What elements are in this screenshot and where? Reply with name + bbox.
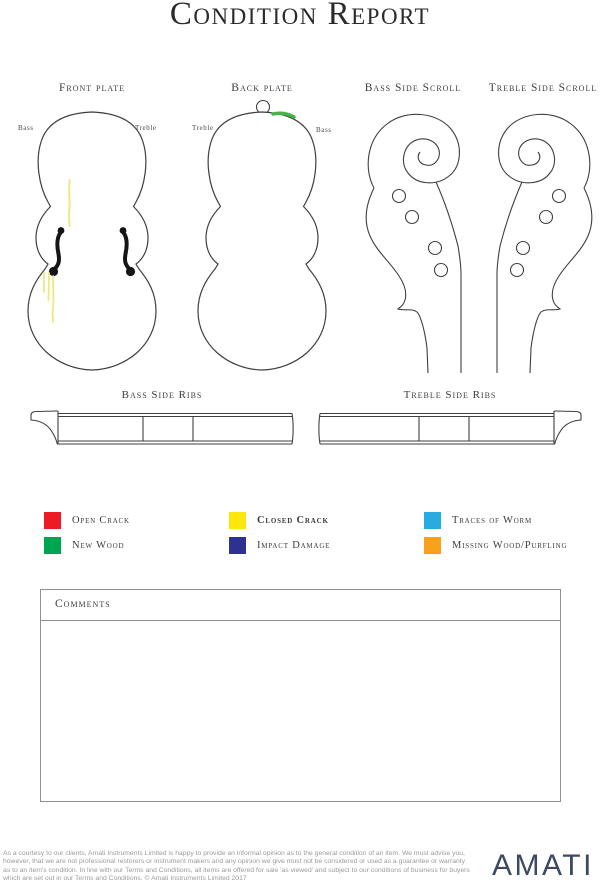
closed-crack-mark <box>49 273 50 300</box>
legend-item-label: Closed Crack <box>257 515 329 526</box>
missing-wood-swatch <box>424 537 441 554</box>
bass-scroll-diagram <box>354 108 469 373</box>
treble-scroll-drawing <box>489 108 600 373</box>
legend-item-missing-wood <box>424 537 574 554</box>
treble-scroll-diagram <box>489 108 600 373</box>
comments-input-area[interactable] <box>41 621 560 800</box>
legend-item-label: Traces of Worm <box>452 515 533 526</box>
violin-back-outline <box>198 112 326 370</box>
bass-ribs-drawing <box>28 404 296 448</box>
bass-ribs-label: Bass Side Ribs <box>121 389 203 401</box>
new-wood-swatch <box>44 537 61 554</box>
comments-header <box>41 590 560 621</box>
rib-edges <box>58 411 293 444</box>
footer-disclaimer: As a courtesy to our clients, Amati Instruments Limited is happy to provide an informal opinion as to the general condition of an item. We must advise you, however, that we are not professional restorers or instrument makers and any opinion we give must not be considered or used as a guarantee or warranty as to an item's condition. In line with our Terms and Conditions, all items are offered for sale 'as viewed' and subject to our conditions of business for buyers which are set out in our Terms and Conditions. © Amati Instruments Limited 2017 <box>3 850 470 883</box>
front-plate-outline <box>14 98 170 372</box>
comments-title: Comments <box>55 598 111 610</box>
back-plate-diagram <box>184 98 340 372</box>
front-plate-diagram <box>14 98 170 372</box>
front-plate-bass-side-label: Bass <box>18 124 34 132</box>
legend-item-new-wood <box>44 537 229 554</box>
peg-holes <box>393 190 448 277</box>
legend-item-label: Impact Damage <box>257 540 331 551</box>
legend <box>44 512 574 554</box>
bass-ribs-diagram <box>28 404 296 448</box>
legend-item-impact-damage <box>229 537 424 554</box>
treble-scroll-label: Treble Side Scroll <box>488 82 598 94</box>
amati-logo: AMATI <box>492 849 594 882</box>
back-plate-bass-side-label: Bass <box>316 126 332 134</box>
rib-joints <box>419 417 469 442</box>
pegbox-front-edge <box>436 182 461 373</box>
bass-scroll-label: Bass Side Scroll <box>364 82 462 94</box>
treble-ribs-label: Treble Side Ribs <box>403 389 497 401</box>
legend-item-traces-of-worm <box>424 512 574 529</box>
closed-crack-mark <box>53 276 54 322</box>
traces-of-worm-swatch <box>424 512 441 529</box>
rib-joints <box>143 417 193 442</box>
open-crack-swatch <box>44 512 61 529</box>
bass-scroll-drawing <box>354 108 469 373</box>
back-plate-treble-side-label: Treble <box>192 124 214 132</box>
scroll-spiral <box>499 114 590 188</box>
front-plate-treble-side-label: Treble <box>135 124 157 132</box>
neck-heel <box>554 411 581 445</box>
page-title: Condition Report <box>169 0 431 32</box>
legend-item-label: Open Crack <box>72 515 130 526</box>
treble-ribs-drawing <box>316 404 584 448</box>
legend-item-label: Missing Wood/Purfling <box>452 540 568 551</box>
back-plate-label: Back plate <box>231 82 293 94</box>
impact-damage-swatch <box>229 537 246 554</box>
rib-edges <box>319 411 554 444</box>
peg-holes <box>511 190 566 277</box>
pegbox-front-edge <box>497 182 522 373</box>
legend-item-label: New Wood <box>72 540 125 551</box>
neck-heel <box>31 411 58 445</box>
treble-ribs-diagram <box>316 404 584 448</box>
legend-item-closed-crack <box>229 512 424 529</box>
back-plate-outline <box>184 98 340 372</box>
closed-crack-swatch <box>229 512 246 529</box>
front-plate-label: Front plate <box>58 82 126 94</box>
comments-box <box>40 589 561 802</box>
scroll-spiral <box>368 114 459 188</box>
closed-crack-mark <box>69 180 70 226</box>
violin-front-outline <box>28 112 156 370</box>
legend-item-open-crack <box>44 512 229 529</box>
